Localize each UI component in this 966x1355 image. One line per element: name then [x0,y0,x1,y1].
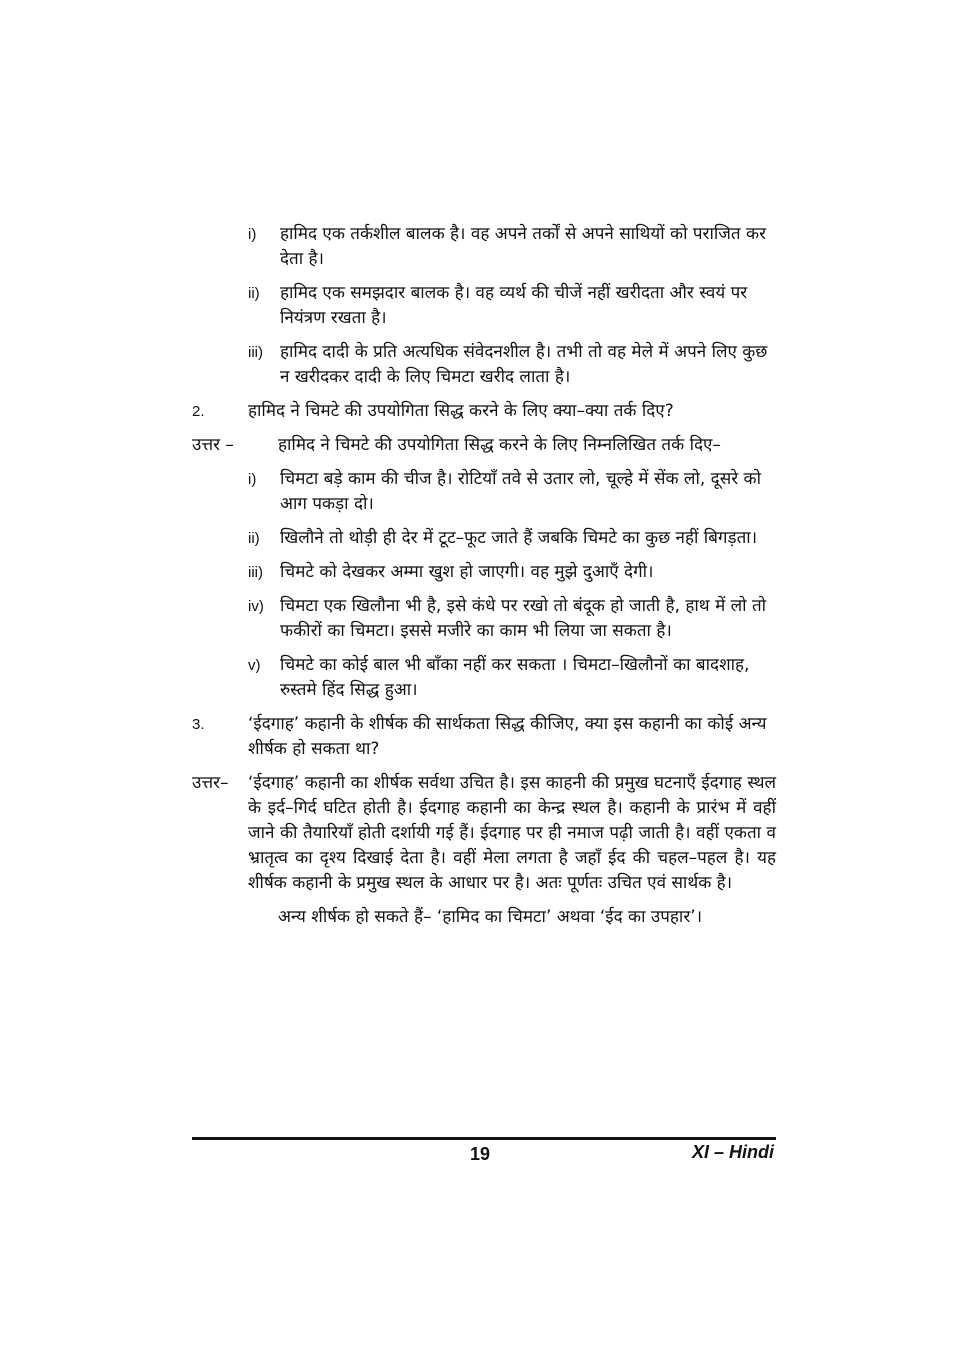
list-marker: ii) [248,285,260,302]
list-item [248,594,776,644]
answer-3 [192,771,776,896]
list-item [248,560,776,585]
answer-label: उत्तर– [192,773,229,793]
question-number: 3. [192,716,205,733]
answer-intro: हामिद ने चिमटे की उपयोगिता सिद्ध करने के लिए निम्नलिखित तर्क दिए– [278,435,721,455]
list-text: हामिद दादी के प्रति अत्यधिक संवेदनशील है। तभी तो वह मेले में अपने लिए कुछ न खरीदकर दादी के लिए चिमटा खरीद लाता है। [280,342,768,387]
list-marker: i) [248,226,257,243]
alternate-titles: अन्य शीर्षक हो सकते हैं– ‘हामिद का चिमटा’ अथवा ‘ईद का उपहार’। [278,907,703,927]
list-text: हामिद एक समझदार बालक है। वह व्यर्थ की चीजें नहीं खरीदता और स्वयं पर नियंत्रण रखता है। [280,283,748,328]
list-item [248,653,776,703]
question-3 [192,712,776,762]
list-marker: v) [248,657,261,674]
list-text: चिमटा बड़े काम की चीज है। रोटियाँ तवे से उतार लो, चूल्हे में सेंक लो, दूसरे को आग पकड़ा दो। [280,469,762,514]
list-marker: iii) [248,564,263,581]
answer-label: उत्तर – [192,435,234,455]
list-item [248,467,776,517]
list-text: चिमटे का कोई बाल भी बाँका नहीं कर सकता । चिमटा–खिलौनों का बादशाह, रुस्तमे हिंद सिद्ध हुआ। [280,655,750,700]
answer-2 [192,433,776,458]
page-content [192,222,776,930]
question-text: ‘ईदगाह’ कहानी के शीर्षक की सार्थकता सिद्ध कीजिए, क्या इस कहानी का कोई अन्य शीर्षक हो सकता था? [248,714,767,759]
list-marker: i) [248,471,257,488]
answer-text: ‘ईदगाह’ कहानी का शीर्षक सर्वथा उचित है। इस काहनी की प्रमुख घटनाएँ ईदगाह स्थल के इर्द–गिर्द घटित होती है। ईदगाह कहानी का केन्द्र स्थल है। कहानी के प्रारंभ में वहीं जाने की तैयारियाँ होती दर्शायी गई हैं। ईदगाह पर ही नमाज पढ़ी जाती है। वहीं एकता व भ्रातृत्व का दृश्य दिखाई देता है। वहीं मेला लगता है जहाँ ईद की चहल–पहल है। यह शीर्षक कहानी के प्रमुख स्थल के आधार पर है। अतः पूर्णतः उचित एवं सार्थक है। [248,773,776,893]
list-text: हामिद एक तर्कशील बालक है। वह अपने तर्कों से अपने साथियों को पराजित कर देता है। [280,224,767,269]
list-marker: ii) [248,530,260,547]
footer-rule [192,1137,776,1140]
list-text: खिलौने तो थोड़ी ही देर में टूट–फूट जाते हैं जबकि चिमटे का कुछ नहीं बिगड़ता। [280,528,758,548]
page-number: 19 [470,1144,491,1164]
list-marker: iv) [248,598,264,615]
question-2 [192,399,776,424]
list-item [248,526,776,551]
list-text: चिमटा एक खिलौना भी है, इसे कंधे पर रखो तो बंदूक हो जाती है, हाथ में लो तो फकीरों का चिमटा। इससे मजीरे का काम भी लिया जा सकता है। [280,596,767,641]
list-text: चिमटे को देखकर अम्मा खुश हो जाएगी। वह मुझे दुआएँ देगी। [280,562,654,582]
list-marker: iii) [248,344,263,361]
list-item [248,222,776,272]
footer-title: XI – Hindi [691,1142,774,1162]
question-number: 2. [192,403,205,420]
list-item [248,281,776,331]
list-item [248,340,776,390]
question-text: हामिद ने चिमटे की उपयोगिता सिद्ध करने के लिए क्या–क्या तर्क दिए? [248,401,674,421]
